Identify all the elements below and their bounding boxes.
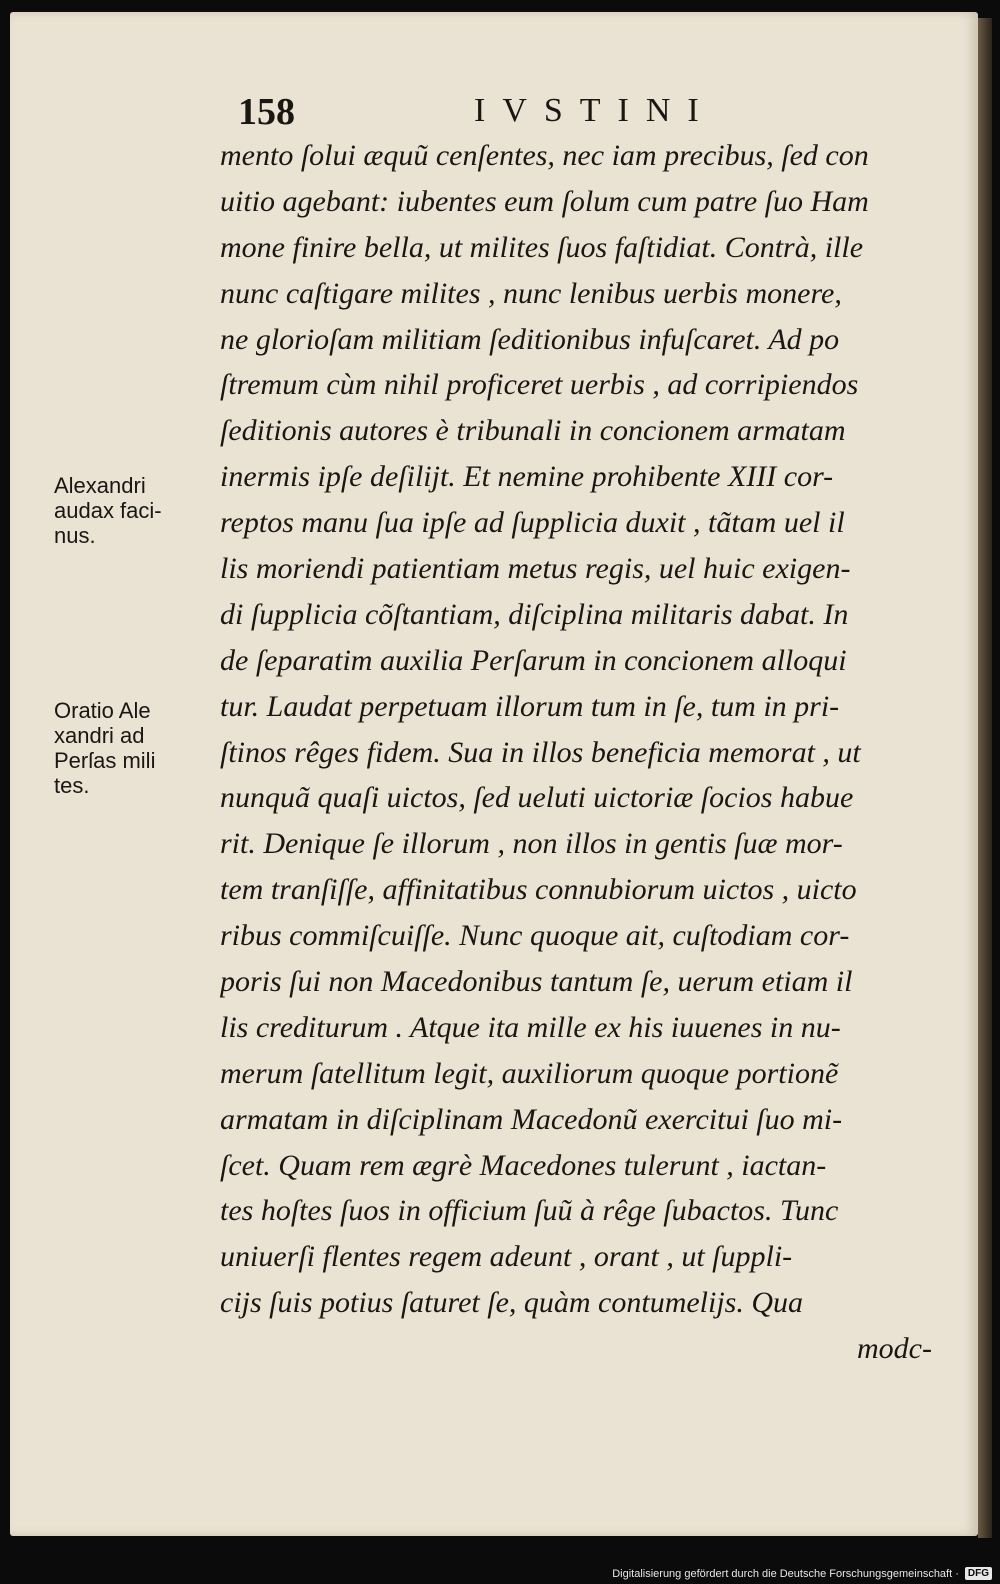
marginal-note-alexandri [54,473,224,548]
book-spine-edge [978,18,992,1538]
text-line: de ſeparatim auxilia Perſarum in concionem alloqui [220,643,847,677]
body-text [220,133,950,1372]
text-line: nunc caſtigare milites , nunc lenibus uerbis monere, [220,276,842,310]
marginal-note-oratio [54,698,224,798]
marginal-line: Alexandri [54,473,146,498]
marginal-line: nus. [54,523,96,548]
text-line: ſeditionis autores è tribunali in concionem armatam [220,414,846,448]
marginal-line: audax faci- [54,498,162,523]
text-line: ſcet. Quam rem ægrè Macedones tulerunt , iactan- [220,1148,827,1182]
marginal-line: xandri ad [54,723,145,748]
text-line: tur. Laudat perpetuam illorum tum in ſe, tum in pri- [220,689,840,723]
text-line: ſtinos rêges fidem. Sua in illos beneficia memorat , ut [220,735,861,769]
dfg-logo: DFG [965,1567,992,1580]
text-line: mento ſolui æquũ cenſentes, nec iam precibus, ſed con [220,139,869,172]
catchword: modc- [857,1332,932,1366]
page-number: 158 [238,91,295,133]
text-line: tes hoſtes ſuos in officium ſuũ à rêge ſubactos. Tunc [220,1194,839,1228]
text-line: rit. Denique ſe illorum , non illos in gentis ſuæ mor- [220,827,843,861]
marginal-line: Perſas mili [54,748,156,773]
text-line: inermis ipſe deſilijt. Et nemine prohibente XIII cor- [220,460,834,494]
marginal-line: Oratio Ale [54,698,151,723]
credit-text: Digitalisierung gefördert durch die Deutsche Forschungsgemeinschaft · [612,1567,959,1580]
text-line: mone finire bella, ut milites ſuos faſtidiat. Contrà, ille [220,230,864,264]
text-line: di ſupplicia cõſtantiam, diſciplina militaris dabat. In [220,597,849,631]
text-line: ſtremum cùm nihil proficeret uerbis , ad corripiendos [220,368,859,402]
text-line: reptos manu ſua ipſe ad ſupplicia duxit , tãtam uel il [220,506,845,540]
text-line: uitio agebant: iubentes eum ſolum cum patre ſuo Ham [220,184,869,218]
text-line: uniuerſi flentes regem adeunt , orant , ut ſuppli- [220,1240,793,1274]
running-title: IVSTINI [474,92,716,129]
text-line: merum ſatellitum legit, auxiliorum quoque portionẽ [220,1056,839,1090]
text-line: lis moriendi patientiam metus regis, uel huic exigen- [220,552,851,586]
text-line: nunquã quaſi uictos, ſed ueluti uictoriæ ſocios habue [220,781,854,815]
text-line: ribus commiſcuiſſe. Nunc quoque ait, cuſtodiam cor- [220,919,850,953]
text-line: tem tranſiſſe, affinitatibus connubiorum uictos , uicto [220,873,857,907]
digitization-credit [612,1567,992,1580]
text-line: armatam in diſciplinam Macedonũ exercitui ſuo mi- [220,1102,843,1136]
text-line: lis crediturum . Atque ita mille ex his iuuenes in nu- [220,1010,841,1044]
marginal-line: tes. [54,773,90,798]
text-line: poris ſui non Macedonibus tantum ſe, uerum etiam il [220,965,853,999]
text-line: cijs ſuis potius ſaturet ſe, quàm contumelijs. Qua [220,1286,804,1320]
text-line: ne glorioſam militiam ſeditionibus infuſcaret. Ad po [220,322,840,356]
